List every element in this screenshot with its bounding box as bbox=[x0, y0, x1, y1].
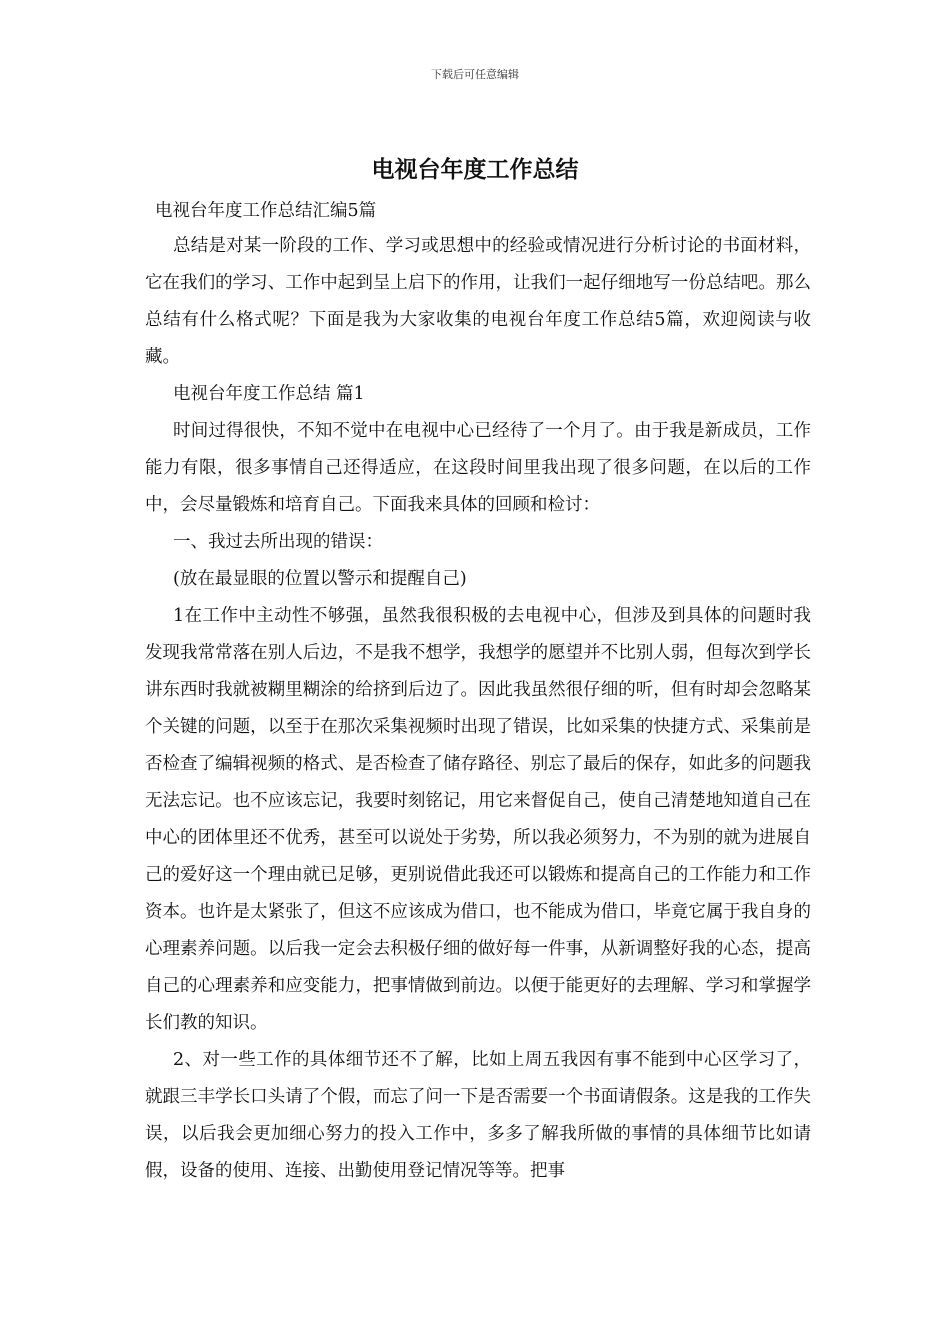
body-paragraph-3: 2、对一些工作的具体细节还不了解，比如上周五我因有事不能到中心区学习了，就跟三丰学长口头请了个假，而忘了问一下是否需要一个书面请假条。这是我的工作失误，以后我会更加细心努力的投入工作中，多多了解我所做的事情的具体细节比如请假，设备的使用、连接、出勤使用登记情况等等。把事 bbox=[145, 1050, 811, 1181]
document-title: 电视台年度工作总结 bbox=[371, 156, 579, 183]
body-paragraph-1: 时间过得很快，不知不觉中在电视中心已经待了一个月了。由于我是新成员，工作能力有限，很多事情自己还得适应，在这段时间里我出现了很多问题，在以后的工作中，会尽量锻炼和培育自己。下面我来具体的回顾和检讨： bbox=[145, 421, 811, 515]
body-paragraph-2: 1在工作中主动性不够强，虽然我很积极的去电视中心，但涉及到具体的问题时我发现我常常落在别人后边，不是我不想学，我想学的愿望并不比别人弱，但每次到学长讲东西时我就被糊里糊涂的给挤到后边了。因此我虽然很仔细的听，但有时却会忽略某个关键的问题，以至于在那次采集视频时出现了错误，比如采集的快捷方式、采集前是否检查了编辑视频的格式、是否检查了储存路径、别忘了最后的保存，如此多的问题我无法忘记。也不应该忘记，我要时刻铭记，用它来督促自己，使自己清楚地知道自己在中心的团体里还不优秀，甚至可以说处于劣势，所以我必须努力，不为别的就为进展自己的爱好这一个理由就已足够，更别说借此我还可以锻炼和提高自己的工作能力和工作资本。也许是太紧张了，但这不应该成为借口，也不能成为借口，毕竟它属于我自身的心理素养问题。以后我一定会去积极仔细的做好每一件事，从新调整好我的心态，提高自己的心理素养和应变能力，把事情做到前边。以便于能更好的去理解、学习和掌握学长们教的知识。 bbox=[145, 606, 811, 1033]
errors-note: (放在最显眼的位置以警示和提醒自己) bbox=[173, 569, 467, 589]
intro-paragraph: 总结是对某一阶段的工作、学习或思想中的经验或情况进行分析讨论的书面材料，它在我们的学习、工作中起到呈上启下的作用，让我们一起仔细地写一份总结吧。那么总结有什么格式呢？下面是我为大家收集的电视台年度工作总结5篇，欢迎阅读与收藏。 bbox=[145, 236, 811, 367]
document-subtitle: 电视台年度工作总结汇编5篇 bbox=[155, 201, 377, 221]
section-heading: 电视台年度工作总结 篇1 bbox=[173, 384, 365, 404]
document-body bbox=[145, 194, 811, 1190]
header-note: 下载后可任意编辑 bbox=[431, 68, 519, 81]
errors-heading: 一、我过去所出现的错误： bbox=[173, 532, 383, 552]
